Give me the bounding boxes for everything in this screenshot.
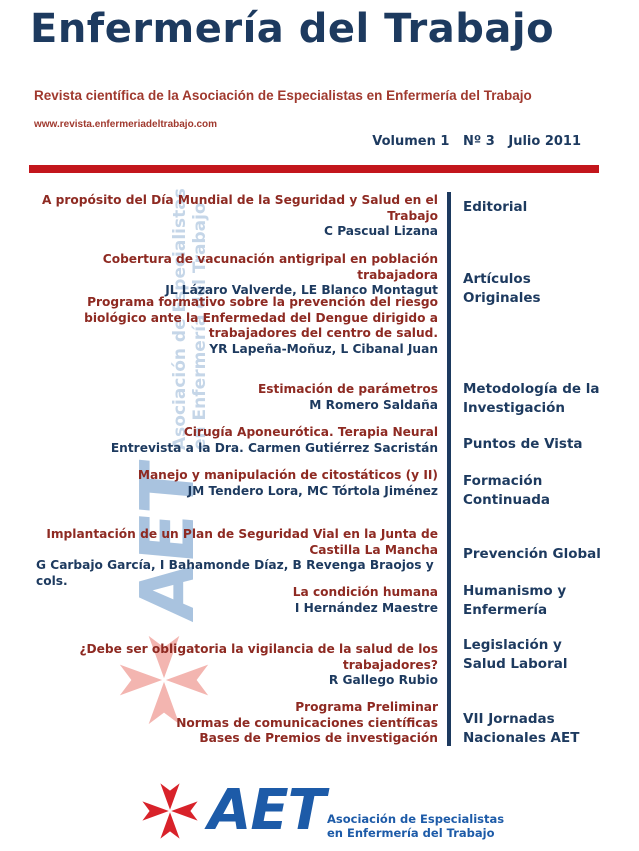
section-metodologia[interactable]: Metodología de la Investigación <box>463 381 600 416</box>
article-title: Cirugía Aponeurótica. Terapia Neural <box>183 425 438 439</box>
article-condicion-humana[interactable] <box>26 585 438 616</box>
article-dengue[interactable] <box>26 295 438 357</box>
article-authors: C Pascual Lizana <box>324 224 438 238</box>
watermark-aet-logo: AET <box>125 457 211 625</box>
article-citostaticos[interactable] <box>26 468 438 499</box>
article-vacunacion[interactable] <box>26 252 438 299</box>
article-authors: Entrevista a la Dra. Carmen Gutiérrez Sacristán <box>110 440 438 455</box>
article-title: Implantación de un Plan de Seguridad Vial en la Junta de Castilla La Mancha <box>46 527 438 557</box>
association-name: Asociación de Especialistas en Enfermería del Trabajo <box>327 812 505 840</box>
article-authors: JM Tendero Lora, MC Tórtola Jiménez <box>187 483 438 498</box>
section-humanismo[interactable]: Humanismo y Enfermería <box>463 583 567 618</box>
article-title: Programa Preliminar <box>295 700 438 714</box>
section-puntos-de-vista[interactable]: Puntos de Vista <box>463 436 583 452</box>
aet-logo: AET <box>208 778 325 843</box>
section-articulos-originales[interactable]: Artículos Originales <box>463 271 541 306</box>
section-prevencion-global[interactable]: Prevención Global <box>463 546 601 562</box>
article-authors: M Romero Saldaña <box>309 397 438 412</box>
section-editorial[interactable]: Editorial <box>463 199 528 215</box>
watermark-association-text: Asociación de Especialistas en Enfermería del Trabajo <box>170 188 210 450</box>
article-cirugia[interactable] <box>26 425 438 456</box>
article-title: ¿Debe ser obligatoria la vigilancia de la salud de los trabajadores? <box>79 642 438 672</box>
article-jornadas[interactable] <box>26 700 438 747</box>
article-title: Cobertura de vacunación antigripal en población trabajadora <box>102 252 438 282</box>
section-jornadas[interactable]: VII Jornadas Nacionales AET <box>463 711 580 746</box>
top-red-rule <box>29 165 599 173</box>
article-title: A propósito del Día Mundial de la Seguridad y Salud en el Trabajo <box>41 193 438 223</box>
article-title: Bases de Premios de investigación <box>199 731 438 745</box>
maltese-cross-icon <box>140 779 200 843</box>
article-authors: YR Lapeña-Moñuz, L Cibanal Juan <box>209 341 438 356</box>
article-editorial[interactable] <box>26 193 438 240</box>
magazine-title: Enfermería del Trabajo <box>30 6 555 52</box>
article-title: Manejo y manipulación de citostáticos (y II) <box>137 468 438 482</box>
article-title: Normas de comunicaciones científicas <box>176 715 438 730</box>
article-title: La condición humana <box>292 585 438 599</box>
article-authors: I Hernández Maestre <box>294 600 438 615</box>
article-seguridad-vial[interactable] <box>26 527 438 589</box>
article-title: Programa formativo sobre la prevención del riesgo biológico ante la Enfermedad del Dengue dirigido a trabajadores del centro de salud. <box>84 295 438 340</box>
article-authors: R Gallego Rubio <box>328 673 438 687</box>
article-vigilancia[interactable] <box>26 642 438 689</box>
website-link[interactable]: www.revista.enfermeriadeltrabajo.com <box>34 119 218 130</box>
section-formacion-continuada[interactable]: Formación Continuada <box>463 473 550 508</box>
article-authors: G Carbajo García, I Bahamonde Díaz, B Revenga Braojos y cols. <box>36 558 434 588</box>
article-parametros[interactable] <box>26 382 438 413</box>
contents-divider <box>447 192 451 746</box>
section-legislacion[interactable]: Legislación y Salud Laboral <box>463 637 568 672</box>
article-title: Estimación de parámetros <box>257 382 438 396</box>
article-authors: JL Lázaro Valverde, LE Blanco Montagut <box>165 283 438 297</box>
issue-info: Volumen 1 Nº 3 Julio 2011 <box>372 134 581 149</box>
magazine-subtitle: Revista científica de la Asociación de Especialistas en Enfermería del Trabajo <box>34 88 532 103</box>
